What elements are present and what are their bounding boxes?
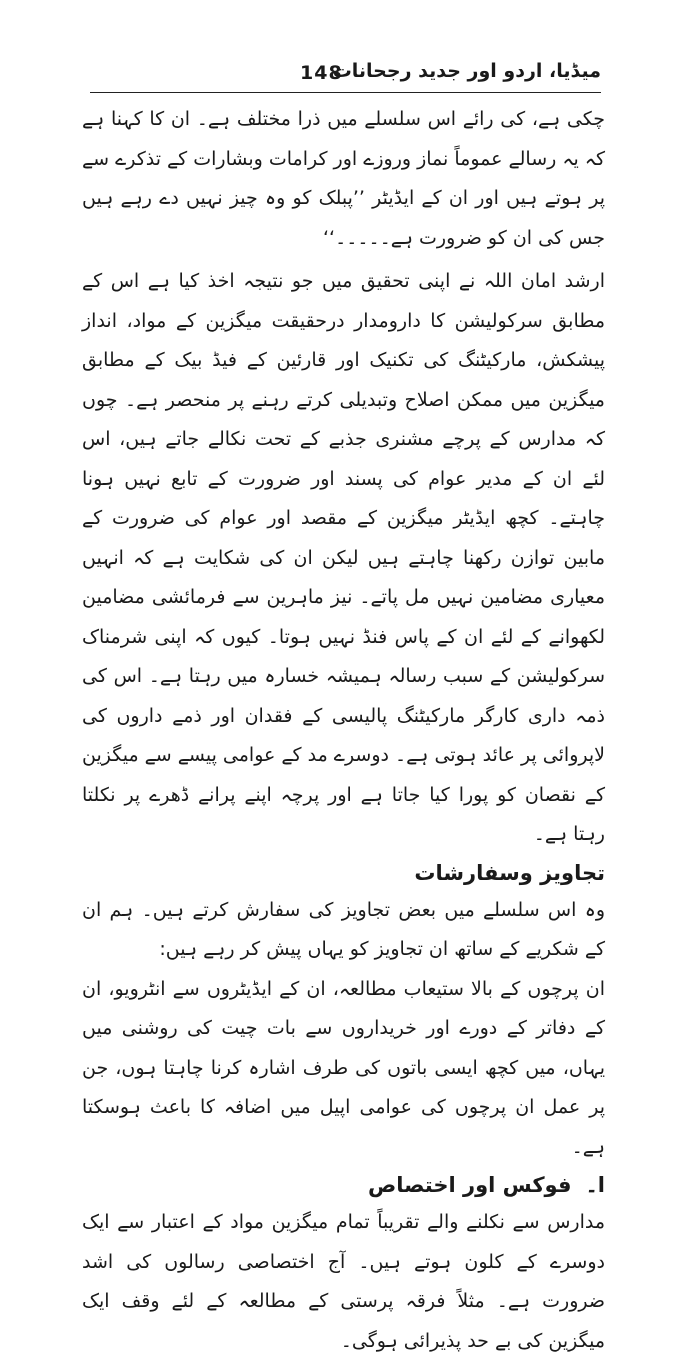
paragraph-3: وہ اس سلسلے میں بعض تجاویز کی سفارش کرتے ہیں۔ ہم ان کے شکریے کے ساتھ ان تجاویز کو یہاں پیش کر رہے ہیں: xyxy=(82,898,605,960)
paragraph-2: ارشد امان اللہ نے اپنی تحقیق میں جو نتیجہ اخذ کیا ہے اس کے مطابق سرکولیشن کا دارومدار درحقیقت میگزین کے مواد، انداز پیشکش، مارکیٹنگ کی تکنیک اور قارئین کے فیڈ بیک کے مطابق میگزین میں ممکن اصلاح وتبدیلی کرتے رہنے پر منحصر ہے۔ چوں کہ مدارس کے پرچے مشنری جذبے کے تحت نکالے جاتے ہیں، اس لئے ان کے مدیر عوام کی پسند اور ضرورت کے تابع نہیں ہونا چاہتے۔ کچھ ایڈیٹر میگزین کے مقصد اور عوام کی ضرورت کے مابین توازن رکھنا چاہتے ہیں لیکن ان کی شکایت ہے کہ انہیں معیاری مضامین نہیں مل پاتے۔ نیز ماہرین سے فرمائشی مضامین لکھوانے کے لئے ان کے پاس فنڈ نہیں ہوتا۔ کیوں کہ اپنی شرمناک سرکولیشن کے سبب رسالہ ہمیشہ خسارہ میں رہتا ہے۔ اس کی ذمہ داری کارگر مارکیٹنگ پالیسی کے فقدان اور ذمے داروں کی لاپروائی پر عائد ہوتی ہے۔ دوسرے مد کے عوامی پیسے سے میگزین کے نقصان کو پورا کیا جاتا ہے اور پرچہ اپنے پرانے ڈھرے پر نکلتا رہتا ہے۔ xyxy=(82,270,605,845)
paragraph-5: مدارس سے نکلنے والے تقریباً تمام میگزین مواد کے اعتبار سے ایک دوسرے کے کلون ہوتے ہیں۔ آج اختصاصی رسالوں کی اشد ضرورت ہے۔ مثلاً فرقہ پرستی کے مطالعہ کے لئے وقف ایک میگزین کی بے حد پذیرائی ہوگی۔ xyxy=(82,1211,605,1352)
section-heading-focus xyxy=(82,1167,605,1203)
paragraph-1: چکی ہے، کی رائے اس سلسلے میں ذرا مختلف ہے۔ ان کا کہنا ہے کہ یہ رسالے عموماً نماز وروزے اور کرامات وبشارات کے تذکرے سے پر ہوتے ہیں اور ان کے ایڈیٹر ’’پبلک کو وہ چیز نہیں دے رہے ہیں جس کی ان کو ضرورت ہے۔۔۔۔۔‘‘ xyxy=(81,108,605,249)
page-number: 148 xyxy=(300,62,343,84)
running-title: میڈیا، اردو اور جدید رجحانات xyxy=(332,60,601,82)
page-body xyxy=(82,100,605,1361)
paragraph-4: ان پرچوں کے بالا ستیعاب مطالعہ، ان کے ایڈیٹروں سے انٹرویو، ان کے دفاتر کے دورے اور خریداروں سے بات چیت کی روشنی میں یہاں، میں کچھ ایسی باتوں کی طرف اشارہ کرنا چاہتا ہوں، جن پر عمل ان پرچوں کی عوامی اپیل میں اضافہ کا باعث ہوسکتا ہے۔ xyxy=(82,977,605,1158)
section-heading-recommendations: تجاویز وسفارشات xyxy=(414,860,605,885)
heading-item-number: ا۔ xyxy=(585,1173,605,1197)
heading-focus-text: فوکس اور اختصاص xyxy=(367,1173,572,1197)
page-header xyxy=(90,58,601,93)
